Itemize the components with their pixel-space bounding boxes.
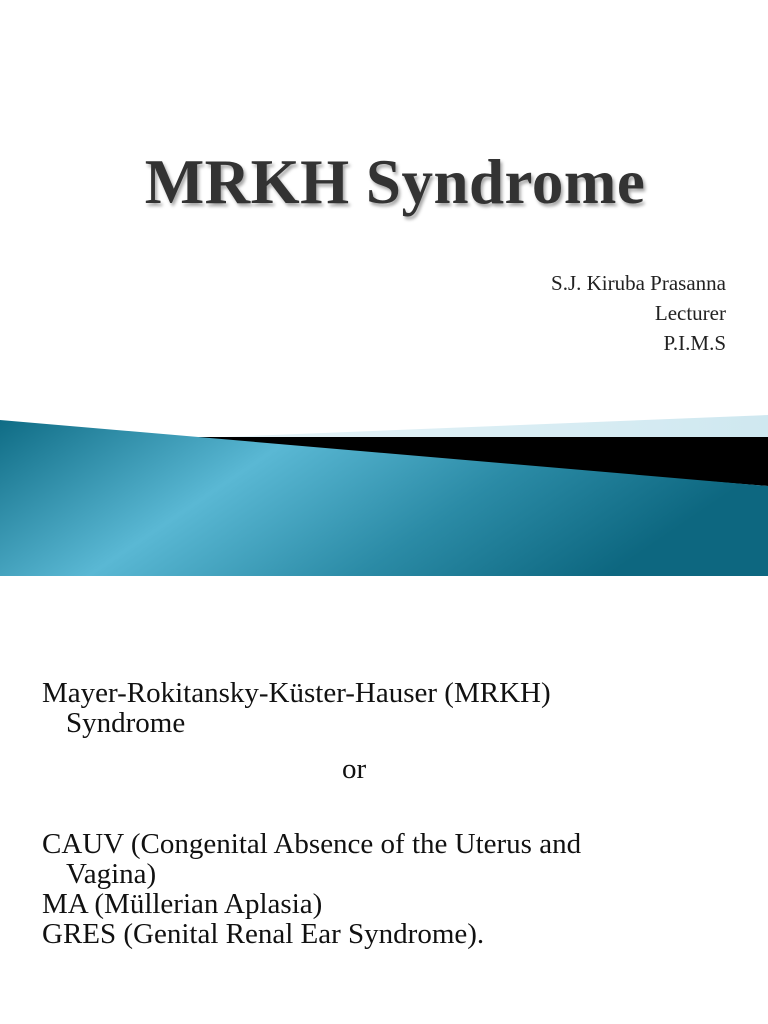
definition-line-cauv-cont: Vagina) [66, 858, 157, 890]
slide-title: MRKH Syndrome [144, 147, 646, 217]
author-name: S.J. Kiruba Prasanna [551, 271, 726, 295]
definition-line-cauv: CAUV (Congenital Absence of the Uterus and [42, 828, 582, 860]
or-separator: or [342, 753, 367, 785]
author-block [551, 268, 726, 358]
definition-line-ma: MA (Müllerian Aplasia) [42, 888, 323, 920]
definition-line-gres: GRES (Genital Renal Ear Syndrome). [42, 918, 485, 950]
definition-line-mrkh-cont: Syndrome [66, 707, 186, 739]
author-institution: P.I.M.S [663, 331, 726, 355]
definition-text [42, 678, 742, 949]
definition-slide [0, 576, 768, 1024]
definition-line-mrkh: Mayer-Rokitansky-Küster-Hauser (MRKH) [42, 677, 551, 709]
author-role: Lecturer [654, 301, 726, 325]
pale-wedge [150, 415, 768, 440]
